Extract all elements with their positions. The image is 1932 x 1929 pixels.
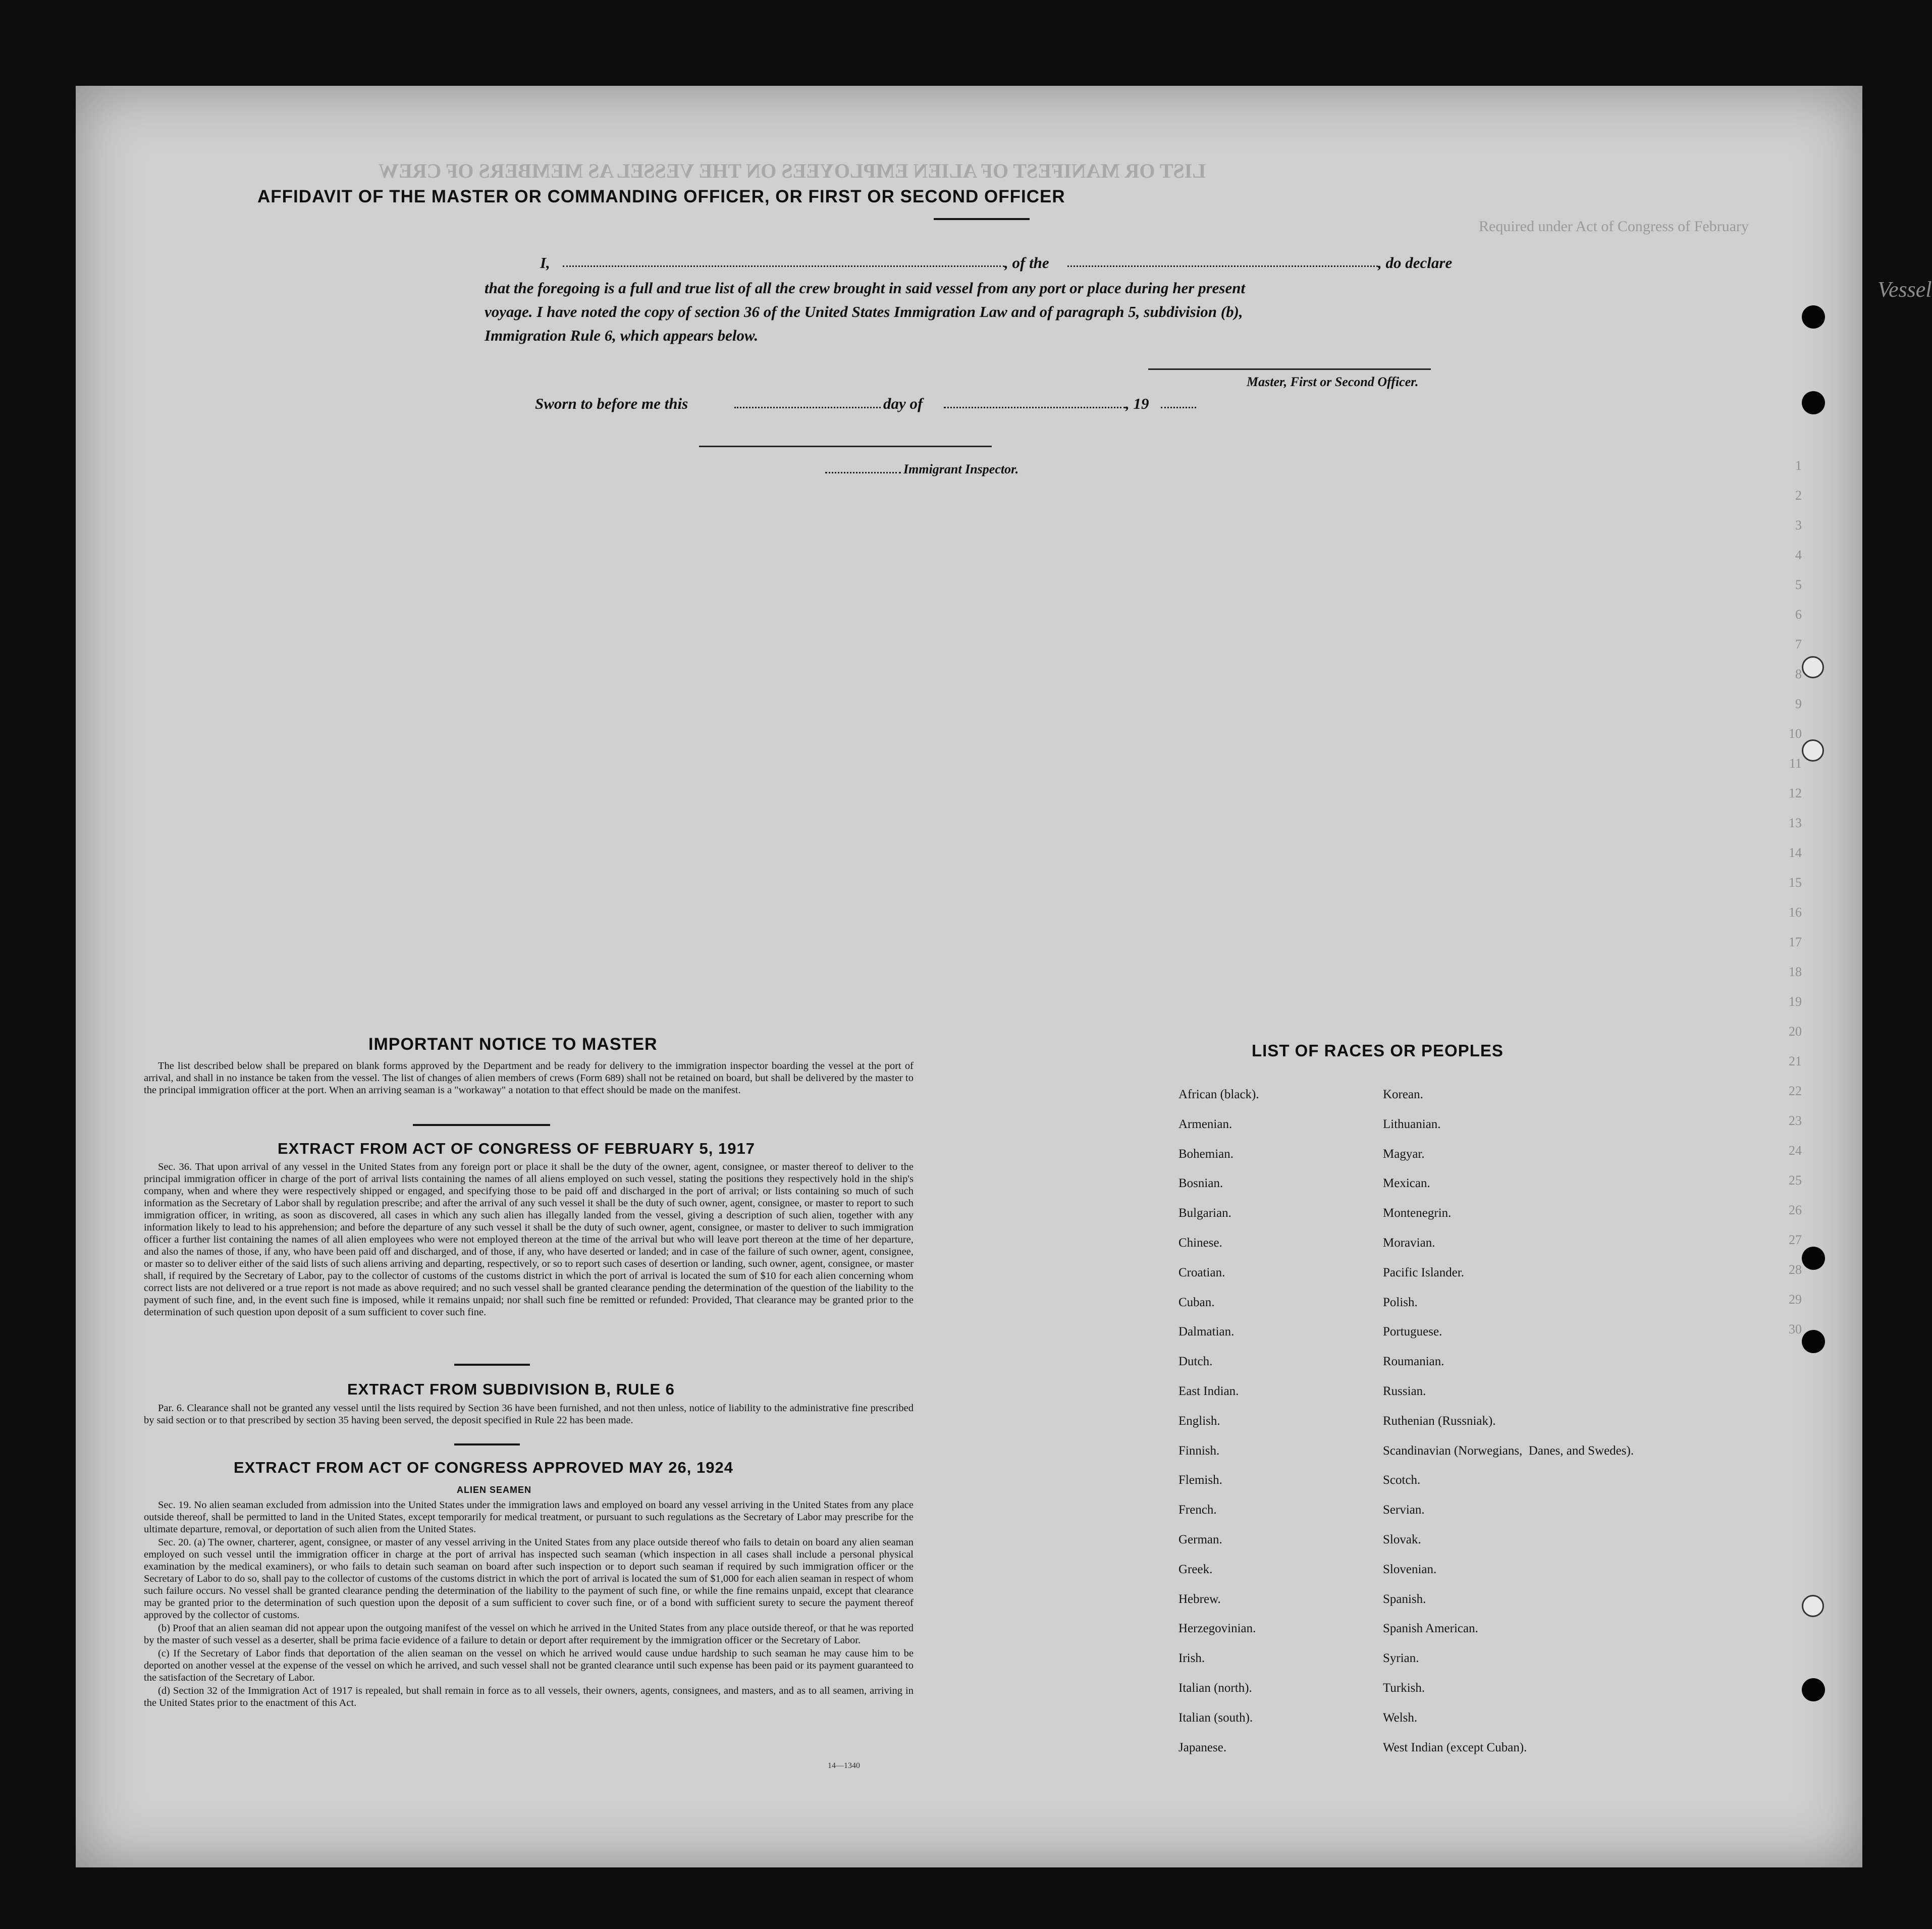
sworn-year-blank xyxy=(1161,407,1196,408)
affidavit-line1-i: I, xyxy=(540,254,550,272)
race-item: Italian (north). xyxy=(1178,1681,1252,1695)
race-item: Polish. xyxy=(1383,1295,1418,1309)
sworn-day-label: day of xyxy=(883,395,923,412)
race-item: Montenegrin. xyxy=(1383,1206,1452,1220)
bleed-through-row-number: 18 xyxy=(1789,965,1802,979)
bleed-through-row-number: 17 xyxy=(1789,935,1802,949)
affidavit-line4: Immigration Rule 6, which appears below. xyxy=(485,327,759,344)
race-item: Herzegovinian. xyxy=(1178,1622,1256,1636)
form-number: 14—1340 xyxy=(828,1761,860,1770)
bleed-through-row-number: 7 xyxy=(1795,637,1802,652)
race-item: Spanish. xyxy=(1383,1592,1426,1606)
race-item: Dutch. xyxy=(1178,1355,1213,1369)
race-item: Servian. xyxy=(1383,1503,1425,1517)
race-item: Italian (south). xyxy=(1178,1710,1253,1725)
extract-1917-rule xyxy=(454,1364,530,1366)
bleed-through-vessel-text: Vessel xyxy=(1877,277,1932,302)
race-item: Scotch. xyxy=(1383,1473,1421,1487)
inspector-label: Immigrant Inspector. xyxy=(903,462,1019,476)
race-item: Lithuanian. xyxy=(1383,1117,1441,1131)
bleed-through-row-number: 30 xyxy=(1789,1322,1802,1336)
sworn-prefix: Sworn to before me this xyxy=(535,395,688,412)
bleed-through-row-number: 28 xyxy=(1789,1262,1802,1277)
signature-line xyxy=(1148,368,1431,370)
extract-1917-title: EXTRACT FROM ACT OF CONGRESS OF FEBRUARY 5, 1917 xyxy=(278,1140,755,1157)
bleed-through-row-number: 16 xyxy=(1789,905,1802,920)
race-item: Dalmatian. xyxy=(1178,1325,1235,1339)
notice-title: IMPORTANT NOTICE TO MASTER xyxy=(368,1035,658,1054)
bleed-through-header: LIST OR MANIFEST OF ALIEN EMPLOYEES ON THE VESSEL AS MEMBERS OF CREW xyxy=(379,159,1206,182)
bleed-through-row-number: 5 xyxy=(1795,577,1802,592)
race-item: Moravian. xyxy=(1383,1236,1435,1250)
bleed-through-row-number: 14 xyxy=(1789,845,1802,860)
binder-hole xyxy=(1802,656,1824,678)
extract-1917-paragraph: Sec. 36. That upon arrival of any vessel in the United States from any foreign port or place it shall be the duty of the owner, agent, consignee, or master thereof to deliver to the principal immigration officer in charge of the port of arrival lists containing the names of all aliens employed on such vessel, stating the positions they respectively hold in the ship's company, when and where they were respectively shipped or engaged, and specifying those to be paid off and discharged in the port of arrival; or lists containing so much of such information as the Secretary of Labor shall by regulation prescribe; and after the arrival of any such vessel it shall be the duty of such owner, agent, consignee, or master to report to such immigration officer, in writing, as soon as discovered, all cases in which any such alien has illegally landed from the vessel, giving a description of such alien, together with any information likely to lead to his apprehension; and before the departure of any such vessel it shall be the duty of such owner, agent, consignee, or master to deliver to such immigration officer a further list containing the names of all alien employees who were not employed thereon at the time of the arrival but who will leave port thereon at the time of her departure, and also the names of those, if any, who have been paid off and discharged, and of those, if any, who have deserted or landed; and in case of the failure of such owner, agent, consignee, or master so to deliver either of the said lists of such aliens arriving and departing, respectively, or so to report such cases of desertion or landing, such owner, agent, consignee, or master shall, if required by the Secretary of Labor, pay to the collector of customs of the customs district in which the port of arrival is located the sum of $10 for each alien concerning whom correct lists are not delivered or a true report is not made as above required; and no such vessel shall be granted clearance pending the determination of the question of the liability to the payment of such fine, and, in the event such fine is imposed, while it remains unpaid; nor shall such fine be remitted or refunded: Provided, That clearance may be granted prior to the determination of such question upon deposit of a sum sufficient to cover such fine. xyxy=(144,1161,914,1318)
races-right-column xyxy=(1383,1088,1634,1770)
races-left-column xyxy=(1178,1088,1259,1770)
race-item: Flemish. xyxy=(1178,1473,1222,1487)
race-item: African (black). xyxy=(1178,1088,1259,1101)
sworn-day-blank xyxy=(734,407,881,408)
bleed-through-row-number: 9 xyxy=(1795,696,1802,711)
race-item: West Indian (except Cuban). xyxy=(1383,1740,1527,1754)
bleed-through-row-number: 27 xyxy=(1789,1233,1802,1247)
race-item: Ruthenian (Russniak). xyxy=(1383,1414,1496,1428)
race-item: Bulgarian. xyxy=(1178,1206,1231,1220)
binder-hole xyxy=(1802,391,1825,414)
signature-label: Master, First or Second Officer. xyxy=(1247,374,1419,389)
bleed-through-row-number: 26 xyxy=(1789,1203,1802,1217)
race-item: Roumanian. xyxy=(1383,1355,1444,1369)
bleed-through-vessel-visible xyxy=(1877,277,1932,302)
race-item: Syrian. xyxy=(1383,1651,1419,1666)
bleed-through-row-number: 1 xyxy=(1795,458,1802,473)
extract-rule6-rule xyxy=(454,1443,520,1445)
sworn-year: , 19 xyxy=(1125,395,1149,412)
manifest-page xyxy=(76,86,1932,1867)
bleed-through-row-number: 6 xyxy=(1795,607,1802,622)
race-item: Japanese. xyxy=(1178,1740,1227,1754)
race-item: Armenian. xyxy=(1178,1117,1232,1131)
bleed-through-row-number: 12 xyxy=(1789,786,1802,800)
race-item: Welsh. xyxy=(1383,1710,1418,1725)
sworn-month-blank xyxy=(944,407,1125,408)
binder-hole xyxy=(1802,1247,1825,1270)
bleed-through-row-number: 10 xyxy=(1789,726,1802,741)
extract-1917-text xyxy=(144,1161,914,1319)
race-item: Chinese. xyxy=(1178,1236,1222,1250)
race-item: Greek. xyxy=(1178,1562,1213,1576)
bleed-through-row-number: 13 xyxy=(1789,816,1802,830)
affidavit-line1-declare: , do declare xyxy=(1378,254,1453,272)
bleed-through-row-number: 25 xyxy=(1789,1173,1802,1188)
affidavit-line3: voyage. I have noted the copy of section 36 of the United States Immigration Law and of paragraph 5, subdivision (b), xyxy=(485,303,1243,320)
inspector-line xyxy=(699,446,992,447)
bleed-through-row-number: 3 xyxy=(1795,518,1802,532)
race-item: German. xyxy=(1178,1532,1222,1546)
binder-hole xyxy=(1802,1330,1825,1353)
sec19-paragraph: Sec. 19. No alien seaman excluded from admission into the United States under the immigration laws and employed on board any vessel arriving in the United States from any place outside thereof, shall be permitted to land in the United States, except temporarily for medical treatment, or pursuant to such regulations as the Secretary of Labor may prescribe for the ultimate departure, removal, or deportation of such alien from the United States. xyxy=(144,1499,914,1535)
races-title: LIST OF RACES OR PEOPLES xyxy=(1252,1041,1504,1060)
race-item: Slovenian. xyxy=(1383,1562,1437,1576)
affidavit-line1-of-the: , of the xyxy=(1004,254,1049,272)
extract-1924-subtitle: ALIEN SEAMEN xyxy=(457,1485,532,1495)
affidavit-vessel-blank xyxy=(1067,265,1378,267)
extract-rule6-paragraph: Par. 6. Clearance shall not be granted any vessel until the lists required by Section 36 have been furnished, and not then unless, notice of liability to the administrative fine prescribed by said section or to that prescribed by section 35 having been served, the deposit specified in Rule 22 has been made. xyxy=(144,1403,914,1426)
bleed-through-row-number: 21 xyxy=(1789,1054,1802,1068)
race-item: Turkish. xyxy=(1383,1681,1425,1695)
race-item: French. xyxy=(1178,1503,1217,1517)
race-item: Portuguese. xyxy=(1383,1325,1442,1339)
race-item: Magyar. xyxy=(1383,1147,1425,1161)
race-item: English. xyxy=(1178,1414,1220,1428)
sec20d-paragraph: (d) Section 32 of the Immigration Act of 1917 is repealed, but shall remain in force as to all vessels, their owners, agents, consignees, and masters, and as to all seamen, arriving in the United States prior to the enactment of this Act. xyxy=(144,1685,914,1708)
binder-hole xyxy=(1802,1678,1825,1701)
race-item: Korean. xyxy=(1383,1088,1423,1101)
race-item: Pacific Islander. xyxy=(1383,1265,1465,1279)
race-item: Mexican. xyxy=(1383,1176,1430,1191)
sec20b-paragraph: (b) Proof that an alien seaman did not appear upon the outgoing manifest of the vessel on which he arrived in the United States from any place outside thereof, or that he was reported by the master of such vessel as a deserter, shall be prima facie evidence of a failure to detain or deport after requirement by the immigration officer or the Secretary of Labor. xyxy=(144,1623,914,1646)
binder-hole xyxy=(1802,1595,1824,1617)
affidavit-title-rule xyxy=(934,218,1030,220)
bleed-through-row-number: 24 xyxy=(1789,1143,1802,1158)
bleed-through-row-number: 19 xyxy=(1789,994,1802,1009)
bleed-through-row-number: 20 xyxy=(1789,1024,1802,1039)
bleed-through-row-number: 8 xyxy=(1795,667,1802,681)
bleed-through-row-number: 11 xyxy=(1789,756,1802,771)
race-item: East Indian. xyxy=(1178,1384,1239,1398)
bleed-through-row-number: 23 xyxy=(1789,1113,1802,1128)
inspector-dotted xyxy=(825,472,901,473)
notice-paragraph: The list described below shall be prepared on blank forms approved by the Department and be ready for delivery to the immigration inspector boarding the vessel at the port of arrival, and shall in no instance be taken from the vessel. The list of changes of alien members of crews (Form 689) shall not be retained on board, but shall be delivered by the master to the principal immigration officer at the port. When an arriving seaman is a "workaway" a notation to that effect should be made on the manifest. xyxy=(144,1060,914,1096)
affidavit-line2: that the foregoing is a full and true list of all the crew brought in said vessel from any port or place during her present xyxy=(485,279,1246,297)
binder-hole xyxy=(1802,739,1824,762)
sec20a-paragraph: Sec. 20. (a) The owner, charterer, agent, consignee, or master of any vessel arriving in the United States from any place outside thereof who fails to detain on board any alien seaman employed on such vessel until the immigration officer in charge at the port of arrival has inspected such seaman (which inspection in all cases shall include a personal physical examination by the medical examiners), or who fails to detain such seaman on board after such inspection or to deport such seaman if required by such immigration officer or the Secretary of Labor to do so, shall pay to the collector of customs of the customs district in which the port of arrival is located the sum of $1,000 for each alien seaman in respect of whom such failure occurs. No vessel shall be granted clearance pending the determination of the liability to the payment of such fine, or while the fine remains unpaid, except that clearance may be granted prior to the determination of such question upon the deposit of a sum sufficient to cover such fine, or of a bond with sufficient surety to secure the payment thereof approved by the collector of customs. xyxy=(144,1537,914,1621)
bleed-through-row-number: 15 xyxy=(1789,875,1802,890)
binder-hole xyxy=(1802,305,1825,329)
extract-1924-text xyxy=(144,1499,914,1710)
extract-rule6-text xyxy=(144,1402,914,1427)
notice-rule xyxy=(413,1124,550,1126)
bleed-through-row-number: 2 xyxy=(1795,488,1802,503)
race-item: Spanish American. xyxy=(1383,1622,1478,1636)
race-item: Cuban. xyxy=(1178,1295,1215,1309)
bleed-through-row-number: 22 xyxy=(1789,1084,1802,1098)
race-item: Irish. xyxy=(1178,1651,1205,1666)
extract-rule6-title: EXTRACT FROM SUBDIVISION B, RULE 6 xyxy=(347,1380,675,1398)
race-item: Finnish. xyxy=(1178,1443,1220,1458)
race-item: Bohemian. xyxy=(1178,1147,1234,1161)
race-item: Scandinavian (Norwegians, Danes, and Swedes). xyxy=(1383,1443,1634,1458)
bleed-through-row-number: 29 xyxy=(1789,1292,1802,1307)
affidavit-name-blank xyxy=(563,265,1004,267)
notice-text xyxy=(144,1060,914,1097)
race-item: Slovak. xyxy=(1383,1532,1421,1546)
bleed-through-row-number: 4 xyxy=(1795,548,1802,562)
race-item: Hebrew. xyxy=(1178,1592,1221,1606)
bleed-through-required: Required under Act of Congress of February xyxy=(1479,218,1749,235)
race-item: Russian. xyxy=(1383,1384,1426,1398)
sec20c-paragraph: (c) If the Secretary of Labor finds that deportation of the alien seaman on the vessel on which he arrived would cause undue hardship to such seaman he may cause him to be deported on another vessel at the expense of the vessel on which he arrived, and such vessel shall not be granted clearance until such expense has been paid or its payment guaranteed to the satisfaction of the Secretary of Labor. xyxy=(144,1648,914,1683)
race-item: Bosnian. xyxy=(1178,1176,1223,1191)
extract-1924-title: EXTRACT FROM ACT OF CONGRESS APPROVED MAY 26, 1924 xyxy=(234,1459,733,1476)
affidavit-title: AFFIDAVIT OF THE MASTER OR COMMANDING OFFICER, OR FIRST OR SECOND OFFICER xyxy=(257,187,1065,206)
race-item: Croatian. xyxy=(1178,1265,1225,1279)
